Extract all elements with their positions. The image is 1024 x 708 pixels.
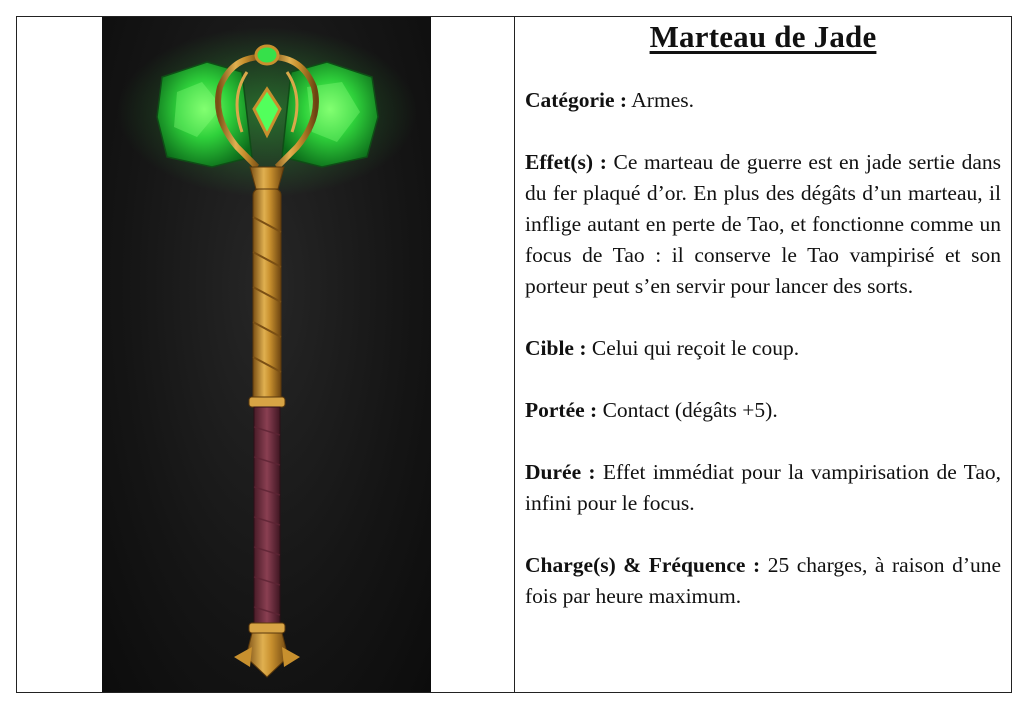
field-value: Celui qui reçoit le coup. [591,336,800,360]
field-value: Ce marteau de guerre est en jade sertie dans du fer plaqué d’or. En plus des dégâts d’un marteau, il inflige autant en perte de Tao, et fonctionne comme un focus de Tao : il conserve le Tao vampirisé et son porteur peut s’en servir pour lancer des sorts. [525,150,1001,298]
field-label: Durée : [525,460,596,484]
field-categorie [525,85,1001,116]
gold-pommel [246,633,288,677]
description-cell [515,17,1011,692]
field-label: Effet(s) : [525,150,607,174]
image-cell [17,17,515,692]
field-label: Charge(s) & Fréquence : [525,553,761,577]
field-value: 25 charges, à raison d’une fois par heure maximum. [525,553,1002,608]
item-card [16,16,1012,693]
field-charges [525,550,1001,612]
field-duree [525,457,1001,519]
item-title: Marteau de Jade [649,19,877,54]
field-value: Contact (dégâts +5). [602,398,778,422]
field-label: Catégorie : [525,88,628,112]
field-portee [525,395,1001,426]
field-label: Cible : [525,336,587,360]
gold-shaft [253,189,281,407]
jade-hammer-icon [102,17,431,692]
field-value: Armes. [631,88,694,112]
gold-collar [250,167,284,189]
leather-grip [254,407,280,625]
field-value: Effet immédiat pour la vampirisation de Tao, infini pour le focus. [525,460,1001,515]
top-gem [256,46,278,64]
field-label: Portée : [525,398,598,422]
field-effets [525,147,1001,302]
field-cible [525,333,1001,364]
hammer-illustration [102,17,431,692]
